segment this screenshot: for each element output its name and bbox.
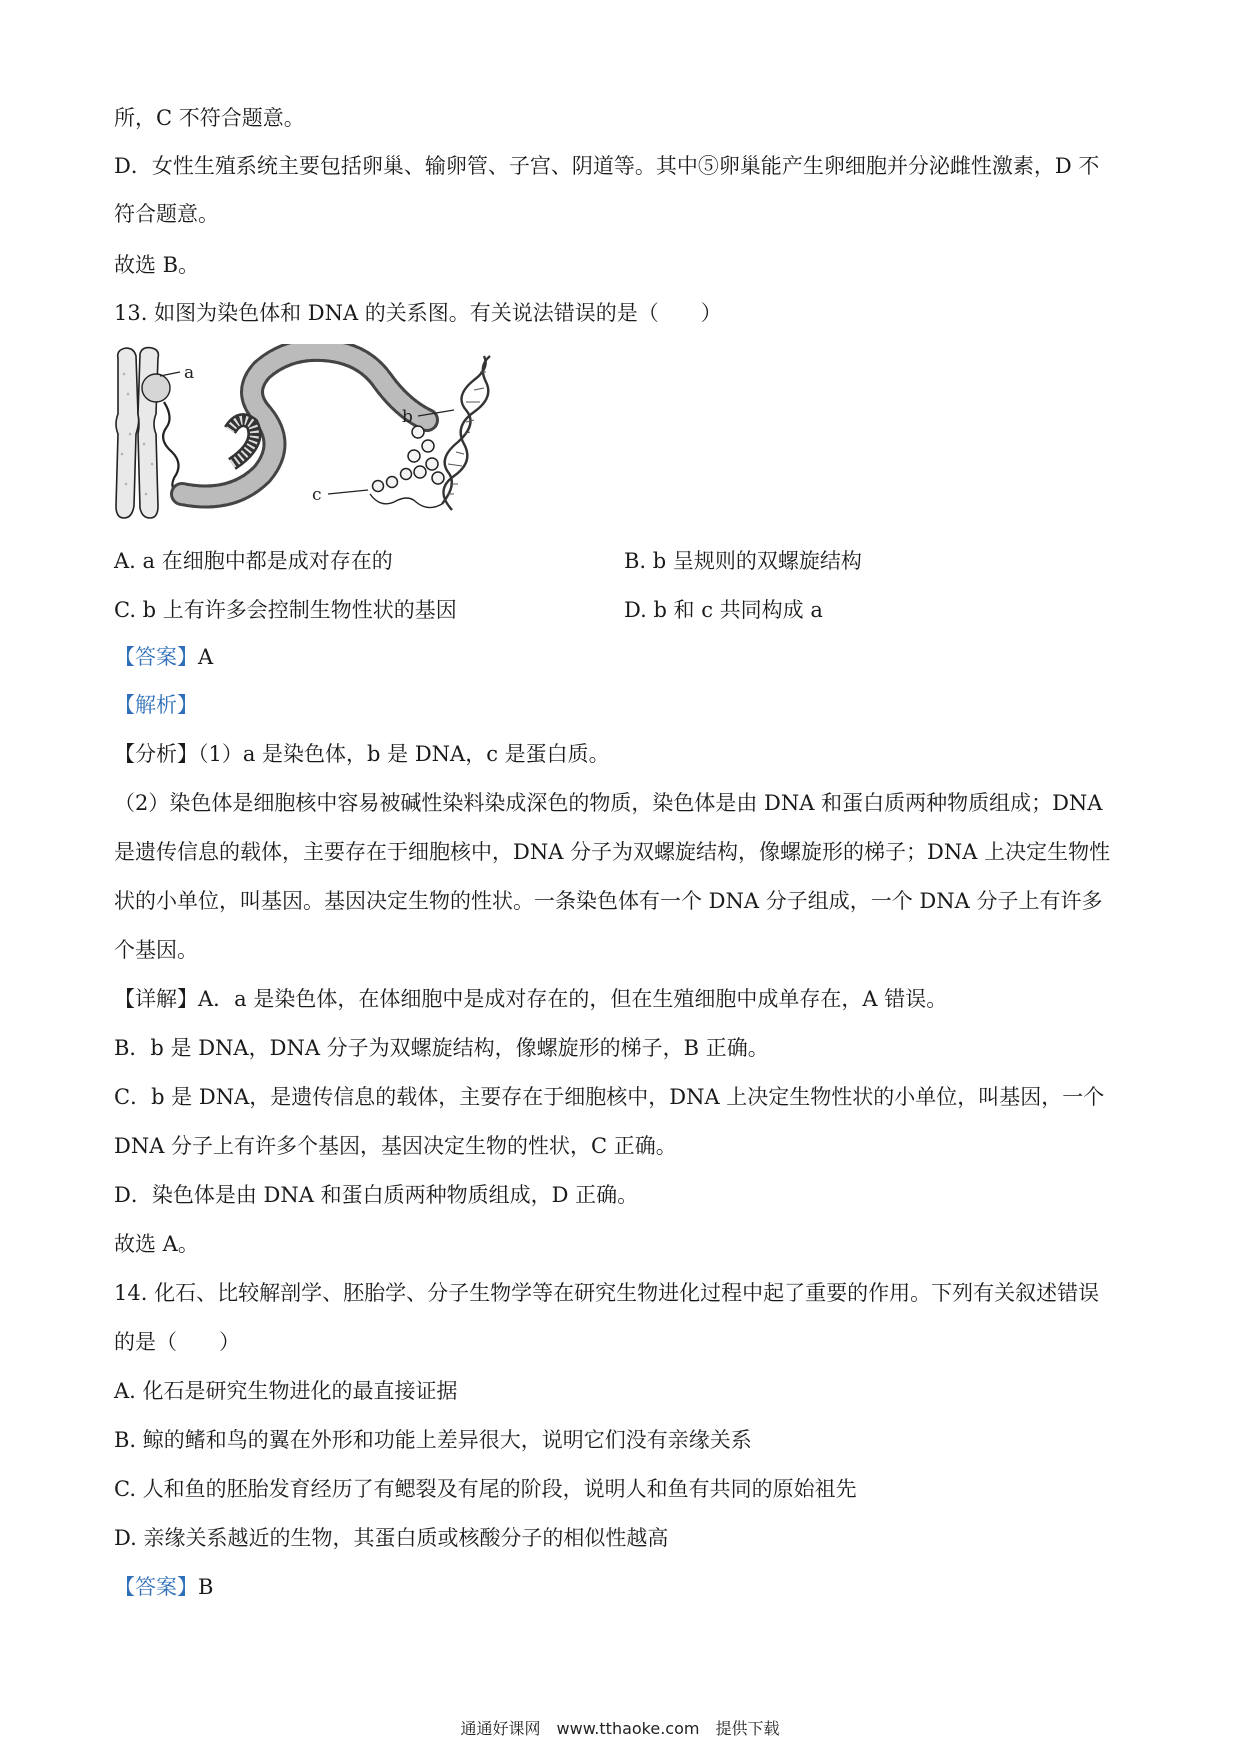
chromosome-dna-figure <box>112 344 537 524</box>
q13-detail-c: C．b 是 DNA，是遗传信息的载体，主要存在于细胞核中，DNA 上决定生物性状的小单位，叫基因，一个 <box>114 1085 1105 1109</box>
text-line: （2）染色体是细胞核中容易被碱性染料染成深色的物质，染色体是由 DNA 和蛋白质两种物质组成；DNA <box>114 791 1103 815</box>
text-line: 符合题意。 <box>114 202 219 226</box>
q13-option-c: C. b 上有许多会控制生物性状的基因 <box>114 598 457 622</box>
q13-answer <box>114 642 1130 672</box>
q13-analysis-heading <box>114 690 1130 720</box>
text-line: 故选 B。 <box>114 253 200 277</box>
text-line: 状的小单位，叫基因。基因决定生物的性状。一条染色体有一个 DNA 分子组成，一个 DNA 分子上有许多 <box>114 889 1103 913</box>
q13-detail-a <box>114 984 1130 1014</box>
text-line: 是遗传信息的载体，主要存在于细胞核中，DNA 分子为双螺旋结构，像螺旋形的梯子；DNA 上决定生物性 <box>114 840 1111 864</box>
answer-tag: 【答案】 <box>114 645 198 669</box>
page-footer: 通通好课网 www.tthaoke.com 提供下载 <box>460 1719 780 1738</box>
chromosome-drawing <box>116 348 158 518</box>
answer-tag: 【答案】 <box>114 1575 198 1599</box>
nucleosomes <box>373 426 445 492</box>
answer-value: B <box>198 1575 214 1599</box>
q13-option-d: D. b 和 c 共同构成 a <box>624 598 823 622</box>
fenxi-tag: 【分析】 <box>114 742 198 766</box>
fenxi-text: （1）a 是染色体，b 是 DNA，c 是蛋白质。 <box>198 742 610 766</box>
text-line: 所，C 不符合题意。 <box>114 106 305 130</box>
chromatin-coil <box>182 350 427 497</box>
q14-answer <box>114 1572 1130 1602</box>
q14-option-a: A. 化石是研究生物进化的最直接证据 <box>114 1379 458 1403</box>
q14-option-b: B. 鲸的鳍和鸟的翼在外形和功能上差异很大，说明它们没有亲缘关系 <box>114 1428 752 1452</box>
zoom-circle <box>142 374 170 402</box>
q13-detail-d: D．染色体是由 DNA 和蛋白质两种物质组成，D 正确。 <box>114 1183 639 1207</box>
text-line: D．女性生殖系统主要包括卵巢、输卵管、子宫、阴道等。其中⑤卵巢能产生卵细胞并分泌雌性激素，D 不 <box>114 154 1100 178</box>
q13-conclusion: 故选 A。 <box>114 1232 199 1256</box>
q14-option-d: D. 亲缘关系越近的生物，其蛋白质或核酸分子的相似性越高 <box>114 1526 669 1550</box>
q14-option-c: C. 人和鱼的胚胎发育经历了有鳃裂及有尾的阶段，说明人和鱼有共同的原始祖先 <box>114 1477 857 1501</box>
text-line: 个基因。 <box>114 938 198 962</box>
label-a: a <box>184 363 195 383</box>
q13-fenxi <box>114 739 1130 769</box>
analysis-tag: 【解析】 <box>114 693 198 717</box>
question-13-stem: 13. 如图为染色体和 DNA 的关系图。有关说法错误的是（ ） <box>114 301 722 325</box>
q13-option-a: A. a 在细胞中都是成对存在的 <box>114 549 393 573</box>
label-b: b <box>402 407 413 427</box>
question-14-stem: 14. 化石、比较解剖学、胚胎学、分子生物学等在研究生物进化过程中起了重要的作用。下列有关叙述错误 <box>114 1281 1100 1305</box>
dna-double-helix <box>442 356 490 510</box>
label-c: c <box>312 485 322 505</box>
text-line: DNA 分子上有许多个基因，基因决定生物的性状，C 正确。 <box>114 1134 677 1158</box>
xiangjie-tag: 【详解】 <box>114 987 198 1011</box>
text-line: 的是（ ） <box>114 1330 240 1354</box>
answer-value: A <box>198 645 214 669</box>
q13-option-b: B. b 呈规则的双螺旋结构 <box>624 549 862 573</box>
detail-text: A．a 是染色体，在体细胞中是成对存在的，但在生殖细胞中成单存在，A 错误。 <box>198 987 948 1011</box>
q13-detail-b: B．b 是 DNA，DNA 分子为双螺旋结构，像螺旋形的梯子，B 正确。 <box>114 1036 769 1060</box>
